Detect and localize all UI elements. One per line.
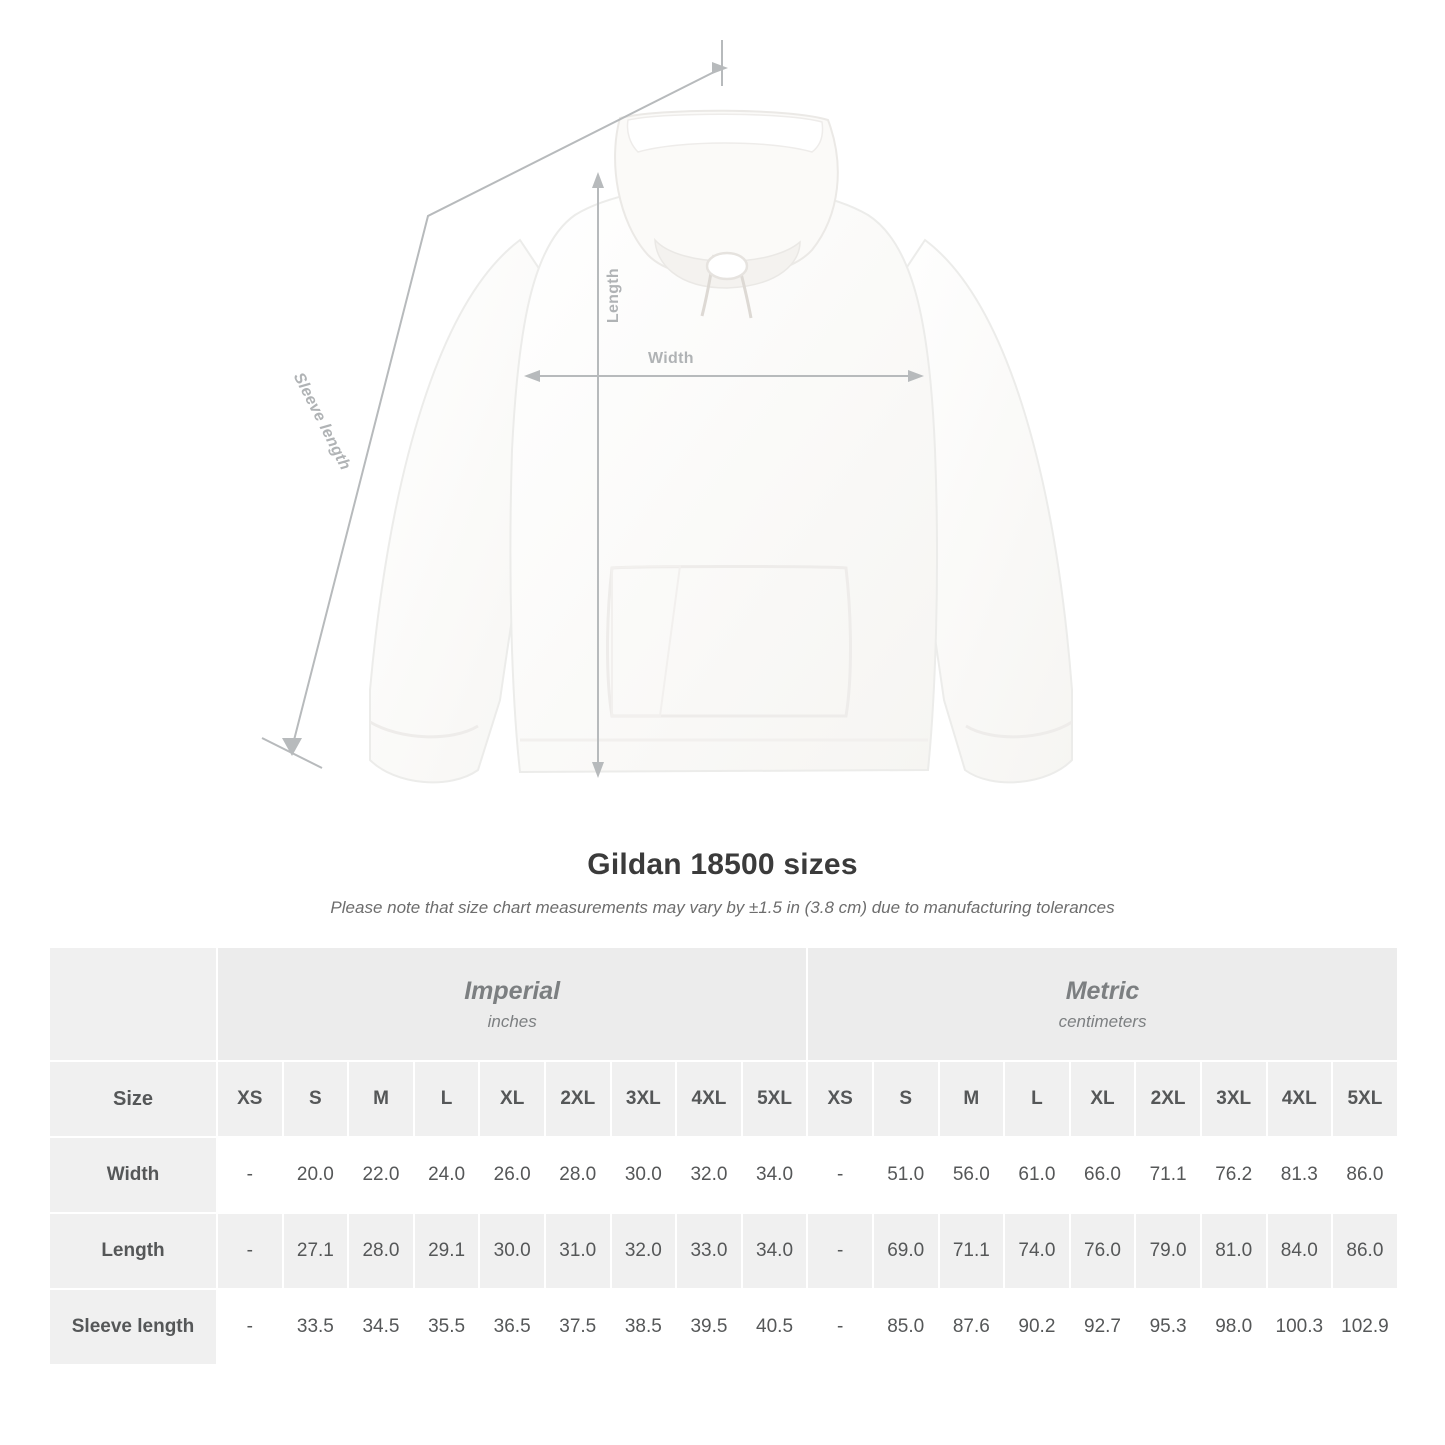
cell-length-imperial-xs: -: [217, 1213, 283, 1289]
size-column-header-s-metric: S: [873, 1061, 939, 1137]
table-corner-cell: [49, 947, 217, 1061]
cell-sleeve-length-imperial-m: 34.5: [348, 1289, 414, 1365]
cell-sleeve-length-imperial-xs: -: [217, 1289, 283, 1365]
size-column-header-xs-imperial: XS: [217, 1061, 283, 1137]
cell-sleeve-length-imperial-2xl: 37.5: [545, 1289, 611, 1365]
cell-length-metric-xs: -: [807, 1213, 873, 1289]
cell-sleeve-length-imperial-3xl: 38.5: [611, 1289, 677, 1365]
cell-length-imperial-3xl: 32.0: [611, 1213, 677, 1289]
cell-sleeve-length-metric-m: 87.6: [939, 1289, 1005, 1365]
cell-sleeve-length-metric-s: 85.0: [873, 1289, 939, 1365]
cell-width-imperial-l: 24.0: [414, 1137, 480, 1213]
cell-width-metric-l: 61.0: [1004, 1137, 1070, 1213]
cell-sleeve-length-metric-l: 90.2: [1004, 1289, 1070, 1365]
cell-sleeve-length-metric-3xl: 98.0: [1201, 1289, 1267, 1365]
size-column-header-3xl-imperial: 3XL: [611, 1061, 677, 1137]
row-label-length: Length: [49, 1213, 217, 1289]
chart-title: Gildan 18500 sizes: [587, 848, 858, 881]
cell-sleeve-length-imperial-4xl: 39.5: [676, 1289, 742, 1365]
cell-width-imperial-xl: 26.0: [479, 1137, 545, 1213]
cell-sleeve-length-imperial-xl: 36.5: [479, 1289, 545, 1365]
size-column-header-l-imperial: L: [414, 1061, 480, 1137]
cell-length-imperial-l: 29.1: [414, 1213, 480, 1289]
unit-header-imperial: [217, 947, 807, 1061]
size-header-label: Size: [49, 1061, 217, 1137]
cell-length-metric-4xl: 84.0: [1267, 1213, 1333, 1289]
cell-width-metric-m: 56.0: [939, 1137, 1005, 1213]
cell-length-metric-m: 71.1: [939, 1213, 1005, 1289]
cell-length-imperial-5xl: 34.0: [742, 1213, 808, 1289]
size-column-header-xl-imperial: XL: [479, 1061, 545, 1137]
chart-note: Please note that size chart measurements may vary by ±1.5 in (3.8 cm) due to manufacturing tolerances: [330, 898, 1115, 917]
size-column-header-4xl-imperial: 4XL: [676, 1061, 742, 1137]
length-dimension-label: Length: [605, 268, 622, 324]
cell-sleeve-length-imperial-l: 35.5: [414, 1289, 480, 1365]
size-column-header-3xl-metric: 3XL: [1201, 1061, 1267, 1137]
cell-width-imperial-5xl: 34.0: [742, 1137, 808, 1213]
cell-width-metric-xs: -: [807, 1137, 873, 1213]
cell-width-metric-s: 51.0: [873, 1137, 939, 1213]
cell-length-imperial-m: 28.0: [348, 1213, 414, 1289]
cell-sleeve-length-metric-xs: -: [807, 1289, 873, 1365]
cell-length-imperial-2xl: 31.0: [545, 1213, 611, 1289]
size-column-header-4xl-metric: 4XL: [1267, 1061, 1333, 1137]
table-row: [49, 1213, 1398, 1289]
cell-sleeve-length-imperial-5xl: 40.5: [742, 1289, 808, 1365]
title-block: [0, 848, 1445, 918]
cell-width-metric-5xl: 86.0: [1332, 1137, 1398, 1213]
size-column-header-l-metric: L: [1004, 1061, 1070, 1137]
size-column-header-xs-metric: XS: [807, 1061, 873, 1137]
cell-sleeve-length-metric-xl: 92.7: [1070, 1289, 1136, 1365]
cell-sleeve-length-imperial-s: 33.5: [283, 1289, 349, 1365]
unit-sub: inches: [487, 1011, 537, 1031]
row-label-width: Width: [49, 1137, 217, 1213]
cell-width-metric-xl: 66.0: [1070, 1137, 1136, 1213]
cell-length-metric-l: 74.0: [1004, 1213, 1070, 1289]
size-column-header-5xl-metric: 5XL: [1332, 1061, 1398, 1137]
cell-length-imperial-xl: 30.0: [479, 1213, 545, 1289]
cell-length-metric-5xl: 86.0: [1332, 1213, 1398, 1289]
cell-width-metric-3xl: 76.2: [1201, 1137, 1267, 1213]
cell-length-metric-3xl: 81.0: [1201, 1213, 1267, 1289]
table-header-row: [49, 1061, 1398, 1137]
table-row: [49, 1137, 1398, 1213]
cell-sleeve-length-metric-2xl: 95.3: [1135, 1289, 1201, 1365]
cell-width-imperial-4xl: 32.0: [676, 1137, 742, 1213]
cell-sleeve-length-metric-5xl: 102.9: [1332, 1289, 1398, 1365]
table-row: [49, 1289, 1398, 1365]
width-dimension-label: Width: [648, 350, 694, 367]
unit-name: Metric: [1065, 976, 1140, 1005]
size-column-header-xl-metric: XL: [1070, 1061, 1136, 1137]
cell-width-imperial-m: 22.0: [348, 1137, 414, 1213]
cell-width-imperial-s: 20.0: [283, 1137, 349, 1213]
cell-width-imperial-3xl: 30.0: [611, 1137, 677, 1213]
cell-width-metric-4xl: 81.3: [1267, 1137, 1333, 1213]
size-column-header-s-imperial: S: [283, 1061, 349, 1137]
size-column-header-2xl-metric: 2XL: [1135, 1061, 1201, 1137]
cell-width-imperial-2xl: 28.0: [545, 1137, 611, 1213]
size-column-header-m-metric: M: [939, 1061, 1005, 1137]
cell-length-imperial-4xl: 33.0: [676, 1213, 742, 1289]
unit-sub: centimeters: [1058, 1011, 1147, 1031]
cell-sleeve-length-metric-4xl: 100.3: [1267, 1289, 1333, 1365]
size-table: [48, 946, 1399, 1366]
cell-length-imperial-s: 27.1: [283, 1213, 349, 1289]
sleeve-length-dimension-label: Sleeve length: [289, 370, 354, 474]
size-column-header-m-imperial: M: [348, 1061, 414, 1137]
row-label-sleeve-length: Sleeve length: [49, 1289, 217, 1365]
cell-width-imperial-xs: -: [217, 1137, 283, 1213]
cell-length-metric-xl: 76.0: [1070, 1213, 1136, 1289]
cell-width-metric-2xl: 71.1: [1135, 1137, 1201, 1213]
size-column-header-2xl-imperial: 2XL: [545, 1061, 611, 1137]
size-column-header-5xl-imperial: 5XL: [742, 1061, 808, 1137]
size-table-wrap: [48, 946, 1397, 1366]
cell-length-metric-2xl: 79.0: [1135, 1213, 1201, 1289]
unit-header-metric: [807, 947, 1397, 1061]
cell-length-metric-s: 69.0: [873, 1213, 939, 1289]
unit-name: Imperial: [464, 976, 561, 1005]
